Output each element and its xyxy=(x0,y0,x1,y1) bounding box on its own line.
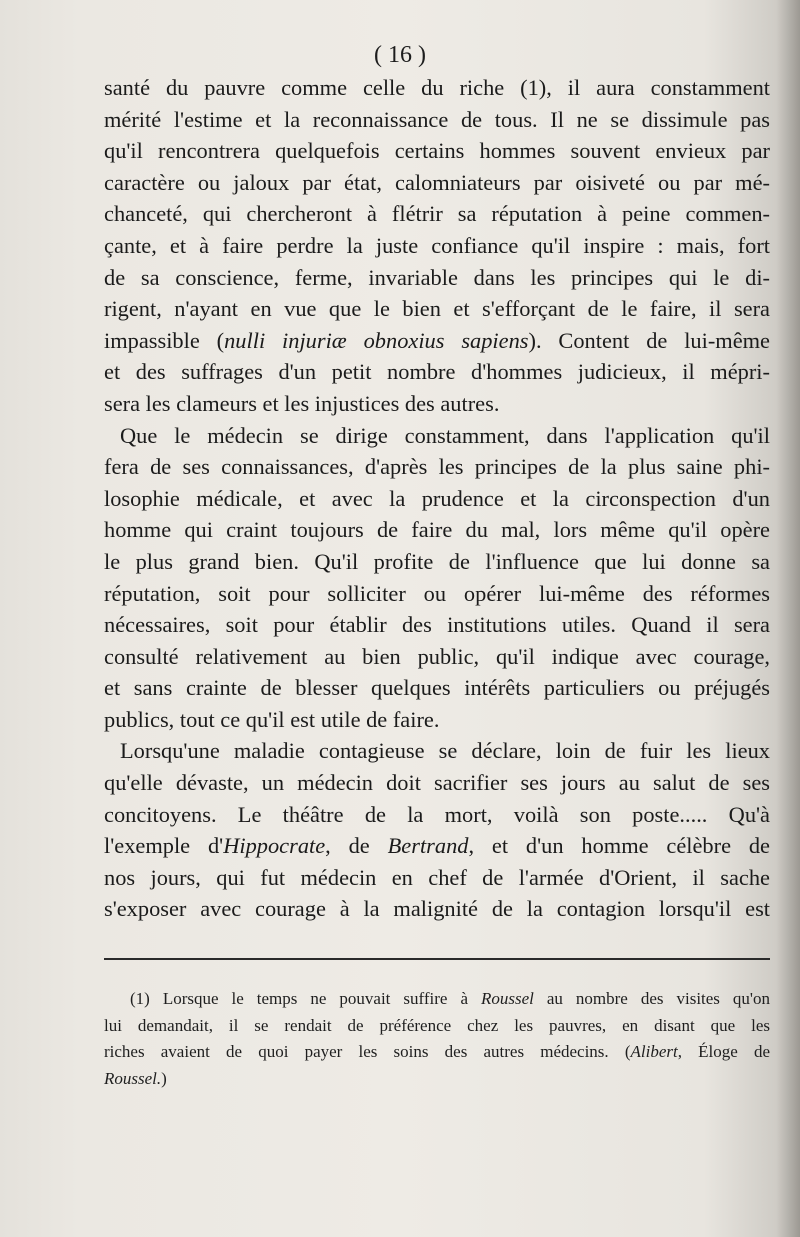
text-line: réputation, soit pour solliciter ou opérer lui-même des réformes xyxy=(104,580,770,606)
footnote-divider xyxy=(104,958,770,960)
footnote xyxy=(104,986,770,1092)
name-bertrand: Bertrand xyxy=(387,833,469,859)
name-hippocrate: Hippocrate xyxy=(223,833,326,859)
text-line: le plus grand bien. Qu'il profite de l'influence que lui donne sa xyxy=(104,548,770,574)
text-line: nécessaires, soit pour établir des institutions utiles. Quand il sera xyxy=(104,612,770,638)
latin-quote: nulli injuriæ obnoxius sapiens xyxy=(224,327,529,353)
text-line: sera les clameurs et les injustices des autres. xyxy=(104,390,500,416)
text-line: qu'elle dévaste, un médecin doit sacrifier ses jours au salut de ses xyxy=(104,770,770,796)
footnote-line: (1) Lorsque le temps ne pouvait suffire à Roussel au nombre des visites qu'on xyxy=(130,989,770,1008)
text-line: nos jours, qui fut médecin en chef de l'armée d'Orient, il sache xyxy=(104,864,770,890)
text-line: chanceté, qui chercheront à flétrir sa réputation à peine commen- xyxy=(104,201,770,227)
text-line: fera de ses connaissances, d'après les principes de la plus saine phi- xyxy=(104,454,770,480)
text-line: mérité l'estime et la reconnaissance de tous. Il ne se dissimule pas xyxy=(104,106,770,132)
paragraph-start-line: Que le médecin se dirige constamment, dans l'application qu'il xyxy=(120,422,770,448)
text-line: l'exemple d'Hippocrate, de Bertrand, et d'un homme célèbre de xyxy=(104,833,770,859)
text-line: consulté relativement au bien public, qu'il indique avec courage, xyxy=(104,643,770,669)
text-line: santé du pauvre comme celle du riche (1), il aura constamment xyxy=(104,75,770,100)
footnote-line: riches avaient de quoi payer les soins des autres médecins. (Alibert, Éloge de xyxy=(104,1042,770,1061)
text-line: impassible (nulli injuriæ obnoxius sapiens). Content de lui-même xyxy=(104,327,770,353)
footnote-line: Roussel.) xyxy=(104,1068,167,1088)
text-line: concitoyens. Le théâtre de la mort, voilà son poste..... Qu'à xyxy=(104,801,770,827)
paragraph-start-line: Lorsqu'une maladie contagieuse se déclare, loin de fuir les lieux xyxy=(120,738,770,764)
body-text xyxy=(104,72,770,925)
text-line: homme qui craint toujours de faire du mal, lors même qu'il opère xyxy=(104,517,770,543)
text-line: caractère ou jaloux par état, calomniateurs par oisiveté ou par mé- xyxy=(104,169,770,195)
text-line: de sa conscience, ferme, invariable dans les principes qui le di- xyxy=(104,264,770,290)
text-line: et sans crainte de blesser quelques intérêts particuliers ou préjugés xyxy=(104,675,770,701)
page-number: ( 16 ) xyxy=(374,42,426,68)
text-line: rigent, n'ayant en vue que le bien et s'efforçant de le faire, il sera xyxy=(104,296,770,322)
text-line: çante, et à faire perdre la juste confiance qu'il inspire : mais, fort xyxy=(104,232,770,258)
text-line: s'exposer avec courage à la malignité de la contagion lorsqu'il est xyxy=(104,896,770,922)
text-line: losophie médicale, et avec la prudence et la circonspection d'un xyxy=(104,485,770,511)
text-line: publics, tout ce qu'il est utile de faire. xyxy=(104,706,440,732)
text-line: qu'il rencontrera quelquefois certains hommes souvent envieux par xyxy=(104,138,770,164)
text-line: et des suffrages d'un petit nombre d'hommes judicieux, il mépri- xyxy=(104,359,770,385)
footnote-line: lui demandait, il se rendait de préférence chez les pauvres, en disant que les xyxy=(104,1015,770,1035)
